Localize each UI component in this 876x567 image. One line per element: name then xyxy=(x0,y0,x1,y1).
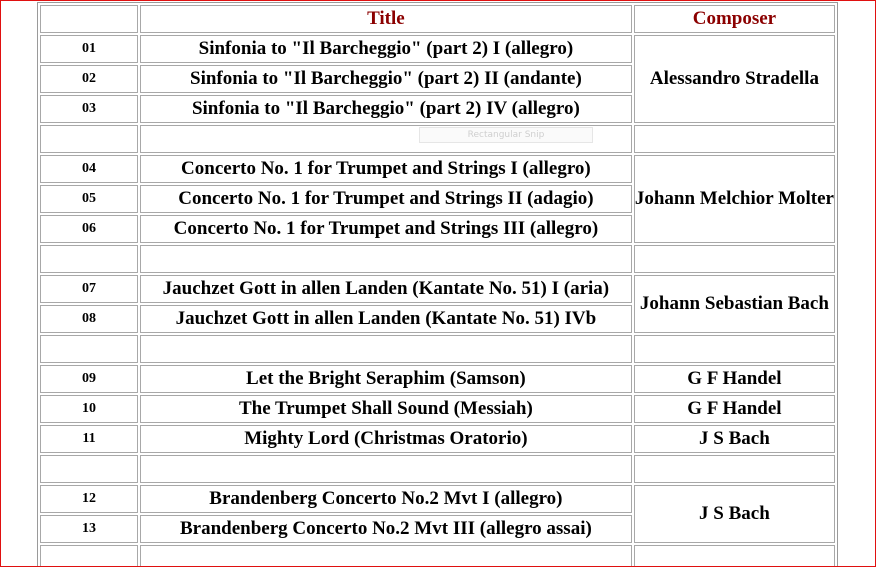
spacer-cell xyxy=(40,455,138,483)
header-title: Title xyxy=(140,5,632,33)
spacer-cell xyxy=(40,335,138,363)
spacer-cell xyxy=(634,455,835,483)
track-number: 04 xyxy=(40,155,138,183)
track-title: Sinfonia to "Il Barcheggio" (part 2) IV (allegro) xyxy=(140,95,632,123)
table-row xyxy=(40,155,835,183)
track-number: 11 xyxy=(40,425,138,453)
table-row xyxy=(40,485,835,513)
spacer-cell xyxy=(140,335,632,363)
track-title: Jauchzet Gott in allen Landen (Kantate No. 51) IVb xyxy=(140,305,632,333)
spacer-cell xyxy=(634,545,835,567)
track-title: Sinfonia to "Il Barcheggio" (part 2) I (allegro) xyxy=(140,35,632,63)
table-row xyxy=(40,425,835,453)
group-composer: Johann Melchior Molter xyxy=(634,155,835,243)
group-composer: J S Bach xyxy=(634,485,835,543)
spacer-cell xyxy=(634,125,835,153)
track-composer: J S Bach xyxy=(634,425,835,453)
track-number: 12 xyxy=(40,485,138,513)
track-number: 03 xyxy=(40,95,138,123)
spacer-cell xyxy=(634,335,835,363)
spacer-row xyxy=(40,545,835,567)
table-row xyxy=(40,35,835,63)
spacer-cell xyxy=(634,245,835,273)
track-number: 01 xyxy=(40,35,138,63)
track-title: Concerto No. 1 for Trumpet and Strings II (adagio) xyxy=(140,185,632,213)
table-row xyxy=(40,395,835,423)
track-number: 13 xyxy=(40,515,138,543)
track-number: 07 xyxy=(40,275,138,303)
group-composer: Alessandro Stradella xyxy=(634,35,835,123)
track-title: Brandenberg Concerto No.2 Mvt III (allegro assai) xyxy=(140,515,632,543)
header-number-cell xyxy=(40,5,138,33)
spacer-row xyxy=(40,455,835,483)
track-table xyxy=(37,2,838,567)
spacer-row xyxy=(40,335,835,363)
spacer-cell xyxy=(40,245,138,273)
table-row xyxy=(40,275,835,303)
track-number: 10 xyxy=(40,395,138,423)
track-number: 09 xyxy=(40,365,138,393)
track-number: 08 xyxy=(40,305,138,333)
track-title: Let the Bright Seraphim (Samson) xyxy=(140,365,632,393)
group-composer: Johann Sebastian Bach xyxy=(634,275,835,333)
track-title: Sinfonia to "Il Barcheggio" (part 2) II (andante) xyxy=(140,65,632,93)
track-composer: G F Handel xyxy=(634,365,835,393)
track-title: Brandenberg Concerto No.2 Mvt I (allegro) xyxy=(140,485,632,513)
track-title: The Trumpet Shall Sound (Messiah) xyxy=(140,395,632,423)
header-composer: Composer xyxy=(634,5,835,33)
track-number: 06 xyxy=(40,215,138,243)
track-title: Mighty Lord (Christmas Oratorio) xyxy=(140,425,632,453)
spacer-cell xyxy=(40,545,138,567)
spacer-row xyxy=(40,245,835,273)
table-row xyxy=(40,365,835,393)
spacer-cell xyxy=(140,545,632,567)
track-title: Concerto No. 1 for Trumpet and Strings III (allegro) xyxy=(140,215,632,243)
spacer-cell xyxy=(40,125,138,153)
spacer-cell xyxy=(140,455,632,483)
track-title: Jauchzet Gott in allen Landen (Kantate No. 51) I (aria) xyxy=(140,275,632,303)
track-number: 02 xyxy=(40,65,138,93)
spacer-cell xyxy=(140,245,632,273)
track-title: Concerto No. 1 for Trumpet and Strings I (allegro) xyxy=(140,155,632,183)
track-number: 05 xyxy=(40,185,138,213)
table-header-row xyxy=(40,5,835,33)
track-composer: G F Handel xyxy=(634,395,835,423)
snip-watermark: Rectangular Snip xyxy=(419,127,593,143)
